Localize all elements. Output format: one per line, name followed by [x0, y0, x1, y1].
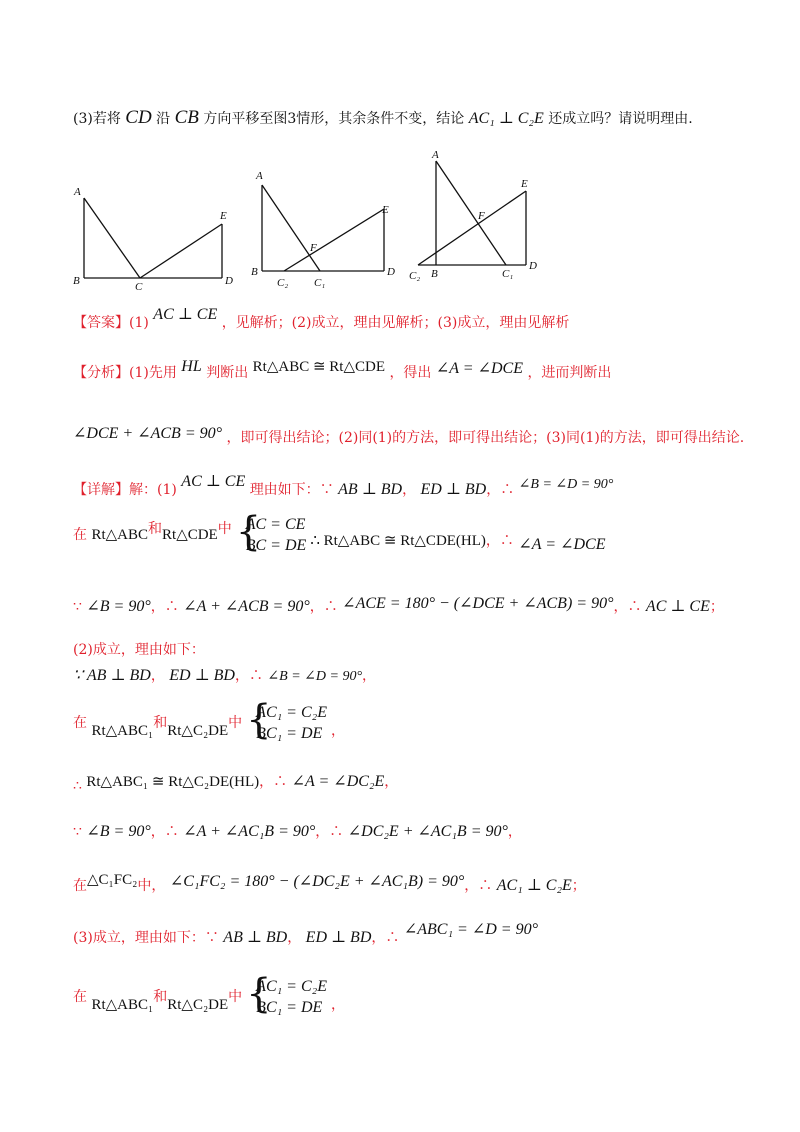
system-3-eq1: AC₁ = C₂E: [256, 978, 327, 995]
fig3-label-d: D: [529, 260, 537, 272]
detail-angle-b: ∠B = 90°: [86, 598, 151, 615]
part3-zhong: 中: [228, 989, 243, 1005]
fig1-label-a: A: [74, 186, 81, 198]
part2-line-5: 在△C₁FC₂中， ∠C₁FC₂ = 180° − (∠DC₂E + ∠AC₁B) = 90°，∴ AC₁ ⊥ C₂E；: [73, 872, 586, 894]
therefore-symbol-4: ∴: [323, 599, 338, 615]
part2-header: [73, 640, 205, 660]
part3-rt1: Rt△ABC₁: [91, 997, 154, 1013]
question-line: [73, 108, 693, 129]
detail-angle-a-eq: ∠A = ∠DCE: [518, 536, 606, 553]
question-mid: 方向平移至图3情形，其余条件不变，结论: [203, 111, 465, 127]
part2-zhong-2: 中，: [137, 878, 166, 894]
detail-math-2: AB ⊥ BD: [338, 481, 403, 498]
because-symbol: ∵: [319, 482, 334, 498]
part3-he: 和: [153, 989, 168, 1005]
part3-rt2: Rt△C₂DE: [167, 997, 229, 1013]
detail-line-1: [73, 473, 614, 501]
answer-part1: (1): [129, 315, 149, 331]
system-1-eq1: AC = CE: [245, 516, 306, 533]
detail-comma: ，: [402, 482, 417, 498]
fig1-label-c: C: [135, 281, 143, 290]
part2-rt2: Rt△C₂DE: [167, 723, 229, 739]
fig2-label-c1: C₁: [314, 277, 326, 289]
therefore-symbol-7: ∴: [73, 778, 82, 794]
part2-angle-b: ∠B = 90°: [86, 823, 151, 840]
fig2-label-e: E: [382, 204, 389, 216]
part3-zai: 在: [73, 989, 87, 1005]
fig3-label-a: A: [432, 149, 439, 161]
analysis-text-2: 判断出: [206, 365, 249, 381]
therefore-symbol-5: ∴: [627, 599, 642, 615]
answer-rest: ，见解析；(2)成立，理由见解析；(3)成立，理由见解析: [221, 315, 570, 331]
detail-rt1: Rt△ABC: [91, 527, 149, 543]
part3-line-2: 在 Rt△ABC₁和Rt△C₂DE中 { AC₁ = C₂E BC₁ = DE ，: [73, 971, 345, 1017]
detail-zhong: 中: [217, 521, 232, 537]
figure-1: [70, 180, 240, 290]
fig1-label-b: B: [73, 275, 80, 287]
therefore-symbol-3: ∴: [164, 599, 179, 615]
question-suffix: 还成立吗？请说明理由.: [548, 111, 693, 127]
because-symbol-9: ∵: [73, 824, 82, 840]
system-2-eq1: AC₁ = C₂E: [256, 704, 327, 721]
detail-comma-2: ，: [486, 482, 501, 498]
therefore-symbol-12: ∴: [385, 930, 400, 946]
fig1-label-d: D: [225, 275, 233, 287]
system-2-eq2: BC₁ = DE: [256, 725, 323, 742]
detail-math-4: ∠B = ∠D = 90°: [518, 477, 614, 492]
detail-math-3: ED ⊥ BD: [420, 481, 487, 498]
analysis-angle-eq: ∠A = ∠DCE: [435, 360, 523, 377]
fig1-label-e: E: [220, 210, 227, 222]
fig2-label-a: A: [256, 170, 263, 182]
equation-system-2: { AC₁ = C₂E BC₁ = DE: [246, 697, 327, 743]
fig2-label-d: D: [387, 266, 395, 278]
question-prefix: (3)若将: [73, 111, 121, 127]
fig3-label-c2: C₂: [409, 270, 421, 282]
therefore-symbol-8: ∴: [273, 774, 288, 790]
answer-tag: 【答案】: [73, 315, 129, 331]
figure-1-diagram: [70, 180, 240, 290]
part2-line-3: ∴ Rt△ABC₁ ≅ Rt△C₂DE(HL)，∴ ∠A = ∠DC₂E，: [73, 773, 399, 794]
analysis-congruence: Rt△ABC ≅ Rt△CDE: [252, 359, 385, 375]
part2-triangle: △C₁FC₂: [87, 872, 138, 888]
analysis-text-1: (1)先用: [129, 365, 177, 381]
analysis-text-3: ，得出: [389, 365, 432, 381]
detail-congruent-hl: ∴ Rt△ABC ≅ Rt△CDE(HL): [310, 533, 486, 549]
part2-angle-a: ∠A = ∠DC₂E: [291, 773, 385, 790]
question-along: 沿: [156, 111, 171, 127]
part3-head-text: (3)成立，理由如下：: [73, 930, 205, 946]
therefore-symbol-11: ∴: [478, 878, 493, 894]
part3-ab-perp: AB ⊥ BD: [223, 929, 288, 946]
analysis-tag: 【分析】: [73, 365, 129, 381]
part2-line-1: ∵ AB ⊥ BD， ED ⊥ BD，∴ ∠B = ∠D = 90°，: [73, 667, 377, 684]
part2-zhong: 中: [228, 715, 243, 731]
answer-math: AC ⊥ CE: [153, 306, 218, 323]
question-claim: AC₁ ⊥ C₂E: [468, 110, 544, 127]
part2-head-text: (2)成立，理由如下：: [73, 642, 205, 658]
detail-line-2: 在 Rt△ABC和Rt△CDE中 { AC = CE BC = DE ∴ Rt△ABC ≅ Rt△CDE(HL)，∴ ∠A = ∠DCE: [73, 509, 606, 555]
detail-rt2: Rt△CDE: [162, 527, 218, 543]
part2-congruent: Rt△ABC₁ ≅ Rt△C₂DE(HL): [86, 774, 260, 790]
detail-math-1: AC ⊥ CE: [181, 473, 246, 490]
segment-cb: CB: [174, 107, 199, 128]
part2-ed-perp: ED ⊥ BD: [169, 667, 235, 684]
detail-zai: 在: [73, 527, 87, 543]
therefore-symbol-6: ∴: [248, 668, 263, 684]
equation-system-1: { AC = CE BC = DE: [235, 509, 307, 555]
segment-cd: CD: [125, 107, 152, 128]
analysis-line-1: [73, 358, 612, 383]
part3-ed-perp: ED ⊥ BD: [305, 929, 372, 946]
fig2-label-c2: C₂: [277, 277, 289, 289]
part2-rt1: Rt△ABC₁: [91, 723, 154, 739]
fig3-label-f: F: [478, 210, 485, 222]
part3-angles: ∠ABC₁ = ∠D = 90°: [403, 921, 538, 938]
analysis-line-2: [73, 425, 745, 448]
fig3-label-c1: C₁: [502, 268, 514, 280]
system-3-eq2: BC₁ = DE: [256, 999, 323, 1016]
part2-perp: AC₁ ⊥ C₂E: [496, 877, 572, 894]
part2-semicolon: ；: [571, 878, 586, 894]
part2-angle-sum-2: ∠DC₂E + ∠AC₁B = 90°: [347, 823, 508, 840]
analysis-line-2-text: ，即可得出结论；(2)同(1)的方法，即可得出结论；(3)同(1)的方法，即可得出结论.: [226, 430, 745, 446]
figure-3: [408, 145, 558, 285]
detail-he: 和: [148, 521, 163, 537]
fig2-label-b: B: [251, 266, 258, 278]
system-1-eq2: BC = DE: [245, 537, 307, 554]
part2-angle-c1fc2: ∠C₁FC₂ = 180° − (∠DC₂E + ∠AC₁B) = 90°: [169, 873, 465, 890]
because-symbol-12: ∵: [204, 930, 219, 946]
fig3-label-b: B: [431, 268, 438, 280]
figure-2-diagram: [248, 165, 408, 293]
therefore-symbol: ∴: [500, 482, 515, 498]
analysis-text-4: ，进而判断出: [527, 365, 612, 381]
answer-line: [73, 306, 570, 333]
analysis-angle-sum: ∠DCE + ∠ACB = 90°: [73, 425, 223, 442]
detail-semicolon: ；: [709, 599, 724, 615]
part2-line-2: 在 Rt△ABC₁和Rt△C₂DE中 { AC₁ = C₂E BC₁ = DE ，: [73, 697, 345, 743]
detail-tag: 【详解】: [73, 482, 129, 498]
part3-line-1: (3)成立，理由如下：∵ AB ⊥ BD， ED ⊥ BD，∴ ∠ABC₁ = ∠D = 90°: [73, 921, 538, 946]
part2-angle-sum-1: ∠A + ∠AC₁B = 90°: [183, 823, 316, 840]
analysis-hl: HL: [181, 358, 202, 375]
figure-2: [248, 165, 408, 293]
part2-angles: ∠B = ∠D = 90°: [267, 669, 363, 684]
fig2-label-f: F: [310, 242, 317, 254]
detail-line-3: ∵ ∠B = 90°，∴ ∠A + ∠ACB = 90°，∴ ∠ACE = 180° − (∠DCE + ∠ACB) = 90°，∴ AC ⊥ CE；: [73, 595, 724, 615]
because-symbol-3: ∵: [73, 599, 82, 615]
detail-perp: AC ⊥ CE: [645, 598, 710, 615]
part2-zai: 在: [73, 715, 87, 731]
part2-he: 和: [153, 715, 168, 731]
detail-text-2: 理由如下：: [249, 482, 320, 498]
part2-line-4: ∵ ∠B = 90°，∴ ∠A + ∠AC₁B = 90°，∴ ∠DC₂E + ∠AC₁B = 90°，: [73, 823, 522, 840]
detail-text-1: 解：(1): [129, 482, 177, 498]
detail-angle-ace: ∠ACE = 180° − (∠DCE + ∠ACB) = 90°: [342, 595, 614, 612]
detail-angle-sum: ∠A + ∠ACB = 90°: [183, 598, 310, 615]
fig3-label-e: E: [521, 178, 528, 190]
part2-zai-2: 在: [73, 878, 87, 894]
figure-3-diagram: [408, 145, 558, 285]
therefore-symbol-2: ∴: [499, 533, 514, 549]
therefore-symbol-10: ∴: [329, 824, 344, 840]
part2-ab-perp: ∵ AB ⊥ BD: [73, 667, 151, 684]
therefore-symbol-9: ∴: [164, 824, 179, 840]
equation-system-3: { AC₁ = C₂E BC₁ = DE: [246, 971, 327, 1017]
